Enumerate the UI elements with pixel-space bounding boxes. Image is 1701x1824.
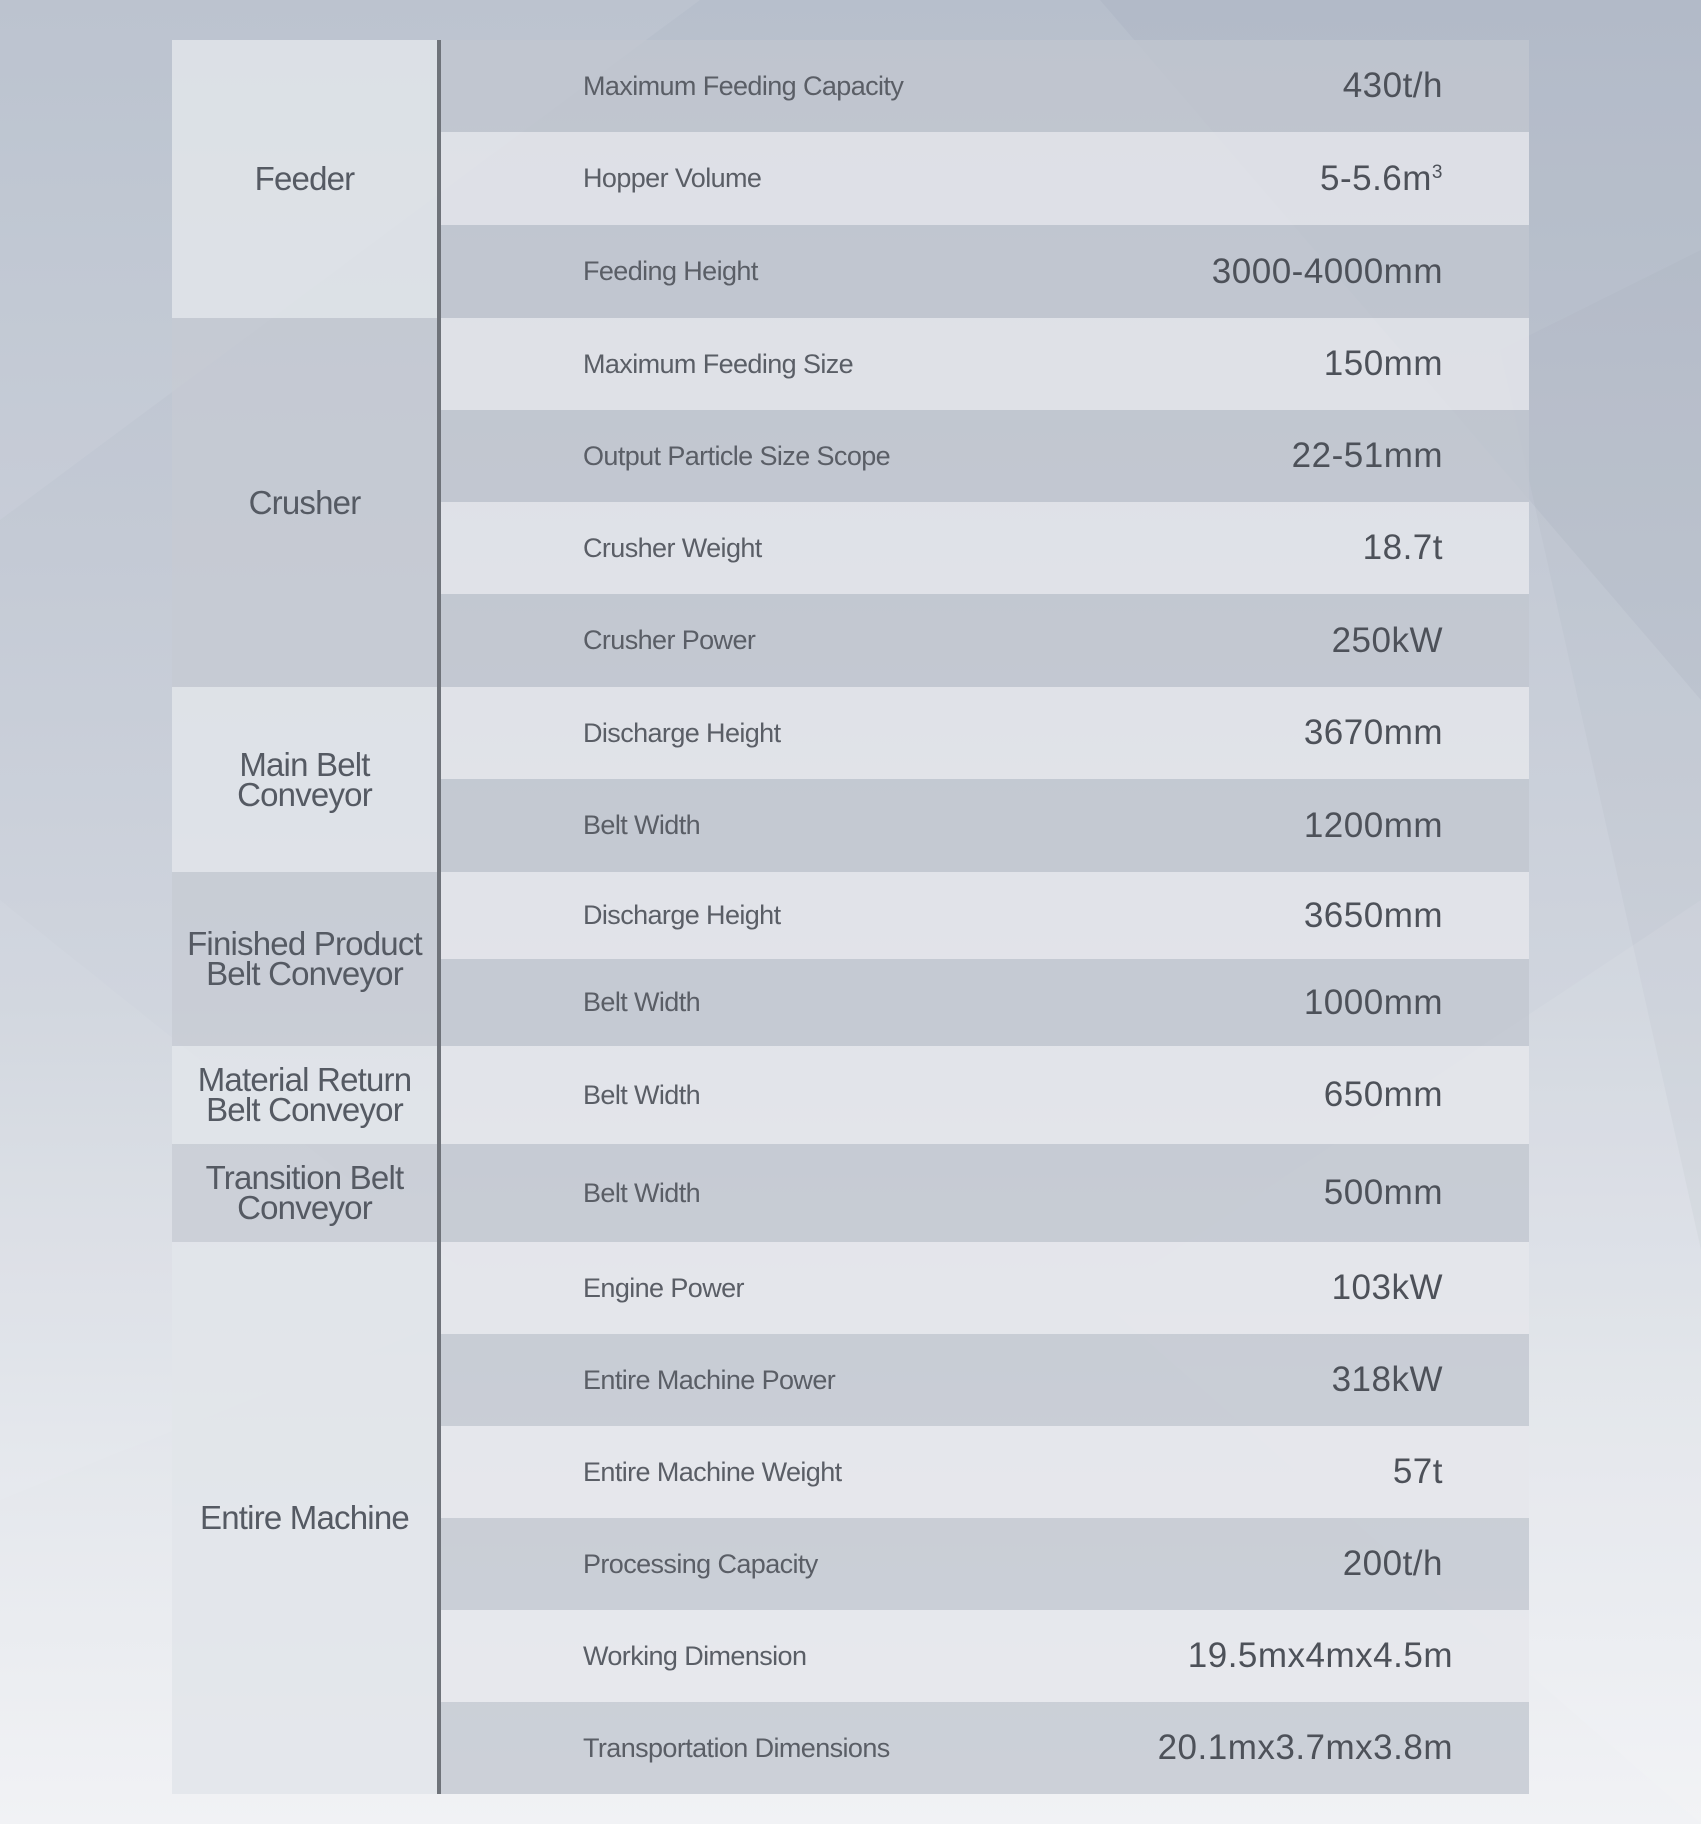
category-column [172, 40, 437, 1794]
parameter-value: 250kW [1331, 620, 1443, 660]
parameter-value: 20.1mx3.7mx3.8m [1157, 1728, 1453, 1767]
parameter-label: Discharge Height [583, 900, 781, 930]
table-row [441, 1518, 1529, 1610]
spec-rows [441, 40, 1529, 1794]
parameter-label: Entire Machine Power [583, 1364, 836, 1395]
parameter-label: Crusher Power [583, 625, 756, 655]
parameter-value: 3000-4000mm [1211, 251, 1443, 291]
parameter-label: Processing Capacity [583, 1548, 818, 1579]
category-label: Transition Belt Conveyor [205, 1159, 404, 1226]
parameter-label: Working Dimension [583, 1640, 807, 1671]
table-row [441, 1702, 1529, 1794]
category-material-return-belt-conveyor [172, 1046, 437, 1144]
table-row [441, 40, 1529, 132]
parameter-value: 18.7t [1362, 528, 1443, 567]
table-row [441, 1046, 1529, 1144]
value-text: 5-5.6m [1319, 158, 1432, 198]
parameter-value: 200t/h [1342, 1544, 1443, 1583]
parameter-value: 57t [1392, 1452, 1443, 1491]
parameter-label: Feeding Height [583, 256, 758, 286]
table-row [441, 594, 1529, 687]
table-row [441, 132, 1529, 225]
category-entire-machine [172, 1242, 437, 1794]
table-row [441, 687, 1529, 779]
table-row [441, 1144, 1529, 1242]
parameter-value: 1200mm [1303, 805, 1443, 845]
table-row [441, 1334, 1529, 1426]
category-label: Material Return Belt Conveyor [197, 1061, 412, 1128]
category-finished-product-belt-conveyor [172, 872, 437, 1046]
parameter-label: Crusher Weight [583, 532, 762, 563]
parameter-label: Output Particle Size Scope [583, 440, 891, 471]
parameter-label: Discharge Height [583, 717, 781, 748]
table-row [441, 318, 1529, 410]
parameter-value: 103kW [1331, 1268, 1443, 1307]
parameter-label: Engine Power [583, 1272, 744, 1303]
category-label: Main Belt Conveyor [237, 745, 372, 813]
parameter-value: 3650mm [1303, 895, 1443, 935]
table-row [441, 502, 1529, 594]
table-row [441, 1426, 1529, 1518]
parameter-label: Belt Width [583, 1177, 701, 1208]
category-feeder [172, 40, 437, 318]
parameter-value: 500mm [1323, 1173, 1443, 1212]
parameter-value: 22-51mm [1291, 436, 1443, 475]
parameter-label: Belt Width [583, 1079, 701, 1110]
parameter-label: Belt Width [583, 810, 701, 840]
table-row [441, 1242, 1529, 1334]
table-row [441, 410, 1529, 502]
category-label: Crusher [248, 483, 361, 521]
parameter-value: 150mm [1323, 344, 1443, 383]
parameter-label: Maximum Feeding Capacity [583, 70, 904, 101]
parameter-label: Hopper Volume [583, 163, 762, 193]
parameter-label: Transportation Dimensions [583, 1732, 890, 1763]
parameter-value: 318kW [1331, 1360, 1443, 1399]
table-row [441, 872, 1529, 959]
parameter-value: 1000mm [1303, 982, 1443, 1022]
table-row [441, 1610, 1529, 1702]
value-superscript: 3 [1431, 161, 1443, 183]
parameter-value: 3670mm [1303, 713, 1443, 752]
table-row [441, 225, 1529, 318]
parameter-label: Maximum Feeding Size [583, 348, 854, 379]
category-transition-belt-conveyor [172, 1144, 437, 1242]
parameter-value: 430t/h [1342, 66, 1443, 105]
parameter-label: Entire Machine Weight [583, 1456, 842, 1487]
category-label: Finished Product Belt Conveyor [187, 925, 422, 992]
parameter-value: 650mm [1323, 1075, 1443, 1114]
table-row [441, 779, 1529, 872]
category-main-belt-conveyor [172, 687, 437, 872]
table-row [441, 959, 1529, 1046]
parameter-value: 19.5mx4mx4.5m [1187, 1636, 1453, 1675]
category-label: Entire Machine [200, 1499, 409, 1536]
parameter-value [1320, 132, 1443, 225]
category-label: Feeder [254, 160, 355, 197]
parameter-label: Belt Width [583, 987, 701, 1017]
spec-table [172, 40, 1529, 1794]
category-crusher [172, 318, 437, 687]
